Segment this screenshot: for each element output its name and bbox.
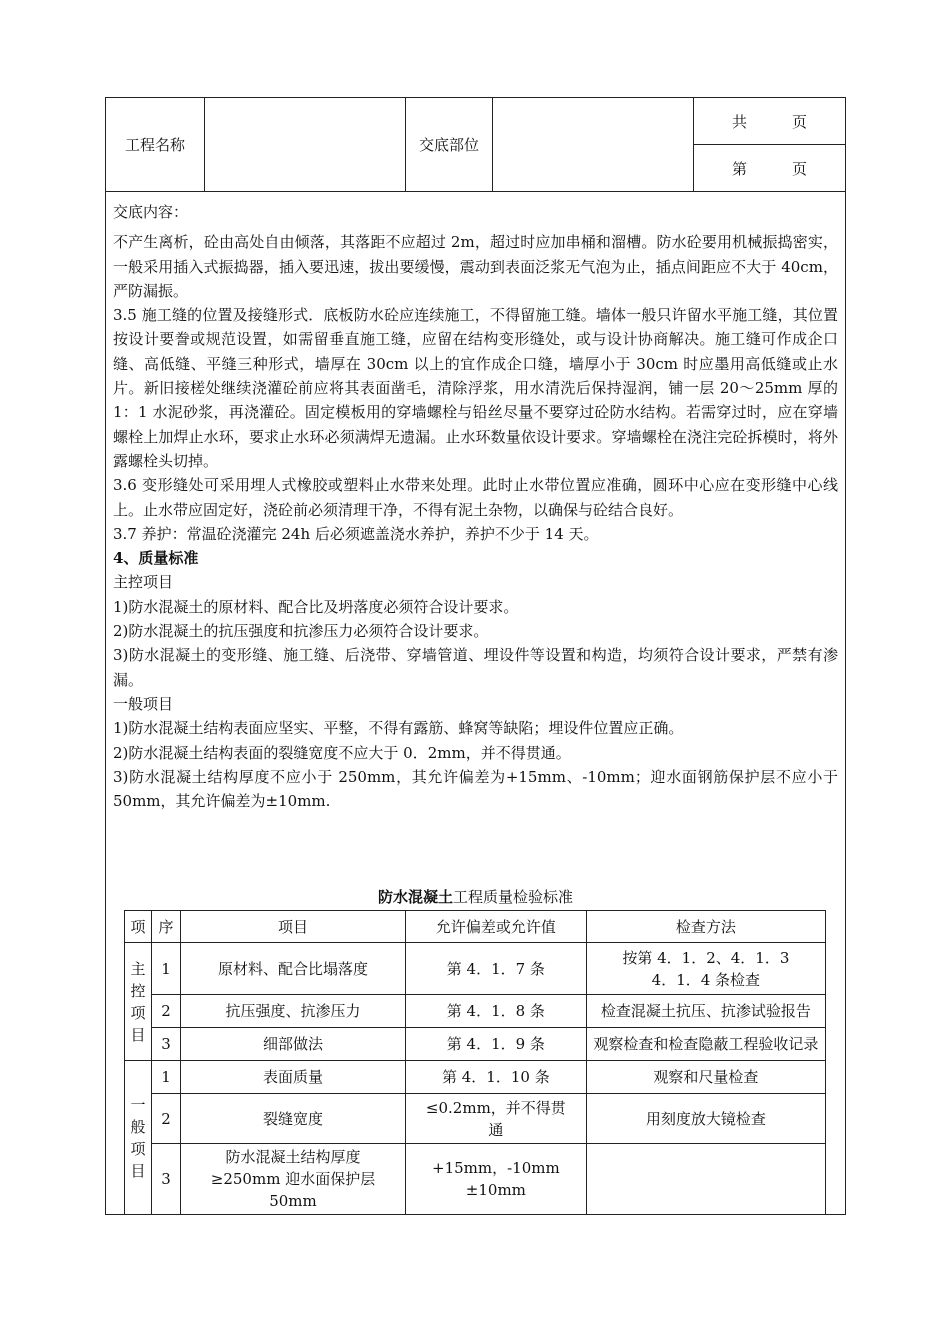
row-item: 表面质量 (181, 1061, 406, 1094)
project-name-label: 工程名称 (106, 98, 205, 192)
row-no: 3 (152, 1144, 181, 1215)
header-cell: 项目 (181, 911, 406, 943)
row-item: 抗压强度、抗渗压力 (181, 995, 406, 1028)
general-item: 3)防水混凝土结构厚度不应小于 250mm，其允许偏差为+15mm、-10mm；迎水面钢筋保护层不应小于 50mm，其允许偏差为±10mm. (113, 767, 838, 811)
row-allow: +15mm，-10mm ±10mm (406, 1144, 587, 1215)
row-no: 1 (152, 943, 181, 995)
quality-heading: 4、质量标准 (113, 549, 199, 568)
row-allow: ≤0.2mm，并不得贯通 (406, 1094, 587, 1144)
header-table (105, 97, 846, 192)
row-no: 2 (152, 995, 181, 1028)
content-paragraph: 3.5 施工缝的位置及接缝形式．底板防水砼应连续施工，不得留施工缝。墙体一般只许留水平施工缝，其位置按设计要誊或规范设置，如需留垂直施工缝，应留在结构变形缝处，或与设计协商解决。施工缝可作成企口缝、高低缝、平缝三种形式，墙厚在 30cm 以上的宜作成企口缝，墙厚小于 30cm 时应墨用高低缝或止水片。新旧接槎处继续浇灌砼前应将其表面凿毛，清除浮浆，用水清洗后保持湿润，铺一层 20～25mm 厚的 1：1 水泥砂浆，再浇灌砼。固定模板用的穿墙螺栓与铅丝尽量不要穿过砼防水结构。若需穿过时，应在穿墙螺栓上加焊止水环，要求止水环必须满焊无遗漏。止水环数量依设计要求。穿墙螺栓在浇注完砼拆模时，将外露螺栓头切掉。 (113, 306, 838, 470)
row-allow: 第 4．1．9 条 (406, 1028, 587, 1061)
header-cell: 允许偏差或允许值 (406, 911, 587, 943)
header-cell: 检查方法 (586, 911, 825, 943)
table-caption (105, 886, 846, 907)
row-allow: 第 4．1．8 条 (406, 995, 587, 1028)
row-no: 3 (152, 1028, 181, 1061)
row-item: 细部做法 (181, 1028, 406, 1061)
header-cell: 序 (152, 911, 181, 943)
content-heading: 交底内容： (113, 203, 189, 221)
header-cell: 项 (125, 911, 152, 943)
content-body (113, 200, 838, 813)
main-items-label: 主控项目 (113, 573, 174, 592)
total-pages: 共 页 (694, 98, 846, 145)
page-number: 第 页 (694, 145, 846, 192)
table-row (125, 1144, 826, 1215)
group-general-label: 一般项目 (125, 1061, 152, 1215)
content-paragraph: 3.7 养护：常温砼浇灌完 24h 后必须遮盖浇水养护，养护不少于 14 天。 (113, 524, 599, 543)
table-row (125, 943, 826, 995)
group-main-label: 主控项目 (125, 943, 152, 1061)
table-row (125, 1028, 826, 1061)
main-item: 3)防水混凝土的变形缝、施工缝、后浇带、穿墙管道、埋设件等设置和构造，均须符合设计要求，严禁有渗漏。 (113, 646, 838, 689)
row-allow: 第 4．1．7 条 (406, 943, 587, 995)
row-method: 观察检查和检查隐蔽工程验收记录 (586, 1028, 825, 1061)
row-method: 按第 4．1．2、4．1．3 4．1．4 条检查 (586, 943, 825, 995)
row-no: 1 (152, 1061, 181, 1094)
location-value (493, 98, 694, 192)
row-no: 2 (152, 1094, 181, 1144)
table-row (125, 1094, 826, 1144)
row-method: 观察和尺量检查 (586, 1061, 825, 1094)
row-item: 防水混凝土结构厚度≥250mm 迎水面保护层 50mm (181, 1144, 406, 1215)
row-allow: 第 4．1．10 条 (406, 1061, 587, 1094)
content-paragraph: 不产生离析，砼由高处自由倾落，其落距不应超过 2m，超过时应加串桶和溜槽。防水砼要用机械振捣密实，一般采用插入式振捣器，插入要迅速，拔出要缓慢，震动到表面泛浆无气泡为止，插点间距应不大于 40cm，严防漏振。 (113, 233, 838, 300)
table-row (125, 995, 826, 1028)
content-paragraph: 3.6 变形缝处可采用埋人式橡胶或塑料止水带来处理。此时止水带位置应准确，圆环中心应在变形缝中心线上。止水带应固定好，浇砼前必须清理干净，不得有泥土杂物，以确保与砼结合良好。 (113, 476, 838, 519)
row-item: 原材料、配合比塌落度 (181, 943, 406, 995)
main-item: 2)防水混凝土的抗压强度和抗渗压力必须符合设计要求。 (113, 622, 489, 641)
caption-bold: 防水混凝土 (377, 888, 453, 906)
main-item: 1)防水混凝土的原材料、配合比及坍落度必须符合设计要求。 (113, 597, 519, 616)
caption-rest: 工程质量检验标准 (453, 888, 574, 906)
row-item: 裂缝宽度 (181, 1094, 406, 1144)
table-row (125, 1061, 826, 1094)
general-item: 2)防水混凝土结构表面的裂缝宽度不应大于 0．2mm，并不得贯通。 (113, 743, 571, 762)
location-label: 交底部位 (406, 98, 493, 192)
row-method: 检查混凝土抗压、抗渗试验报告 (586, 995, 825, 1028)
general-items-label: 一般项目 (113, 694, 174, 713)
general-item: 1)防水混凝土结构表面应坚实、平整，不得有露筋、蜂窝等缺陷；埋设件位置应正确。 (113, 719, 684, 738)
quality-table (124, 910, 826, 1215)
project-name-value (205, 98, 406, 192)
row-method: 用刻度放大镜检查 (586, 1094, 825, 1144)
row-method (586, 1144, 825, 1215)
